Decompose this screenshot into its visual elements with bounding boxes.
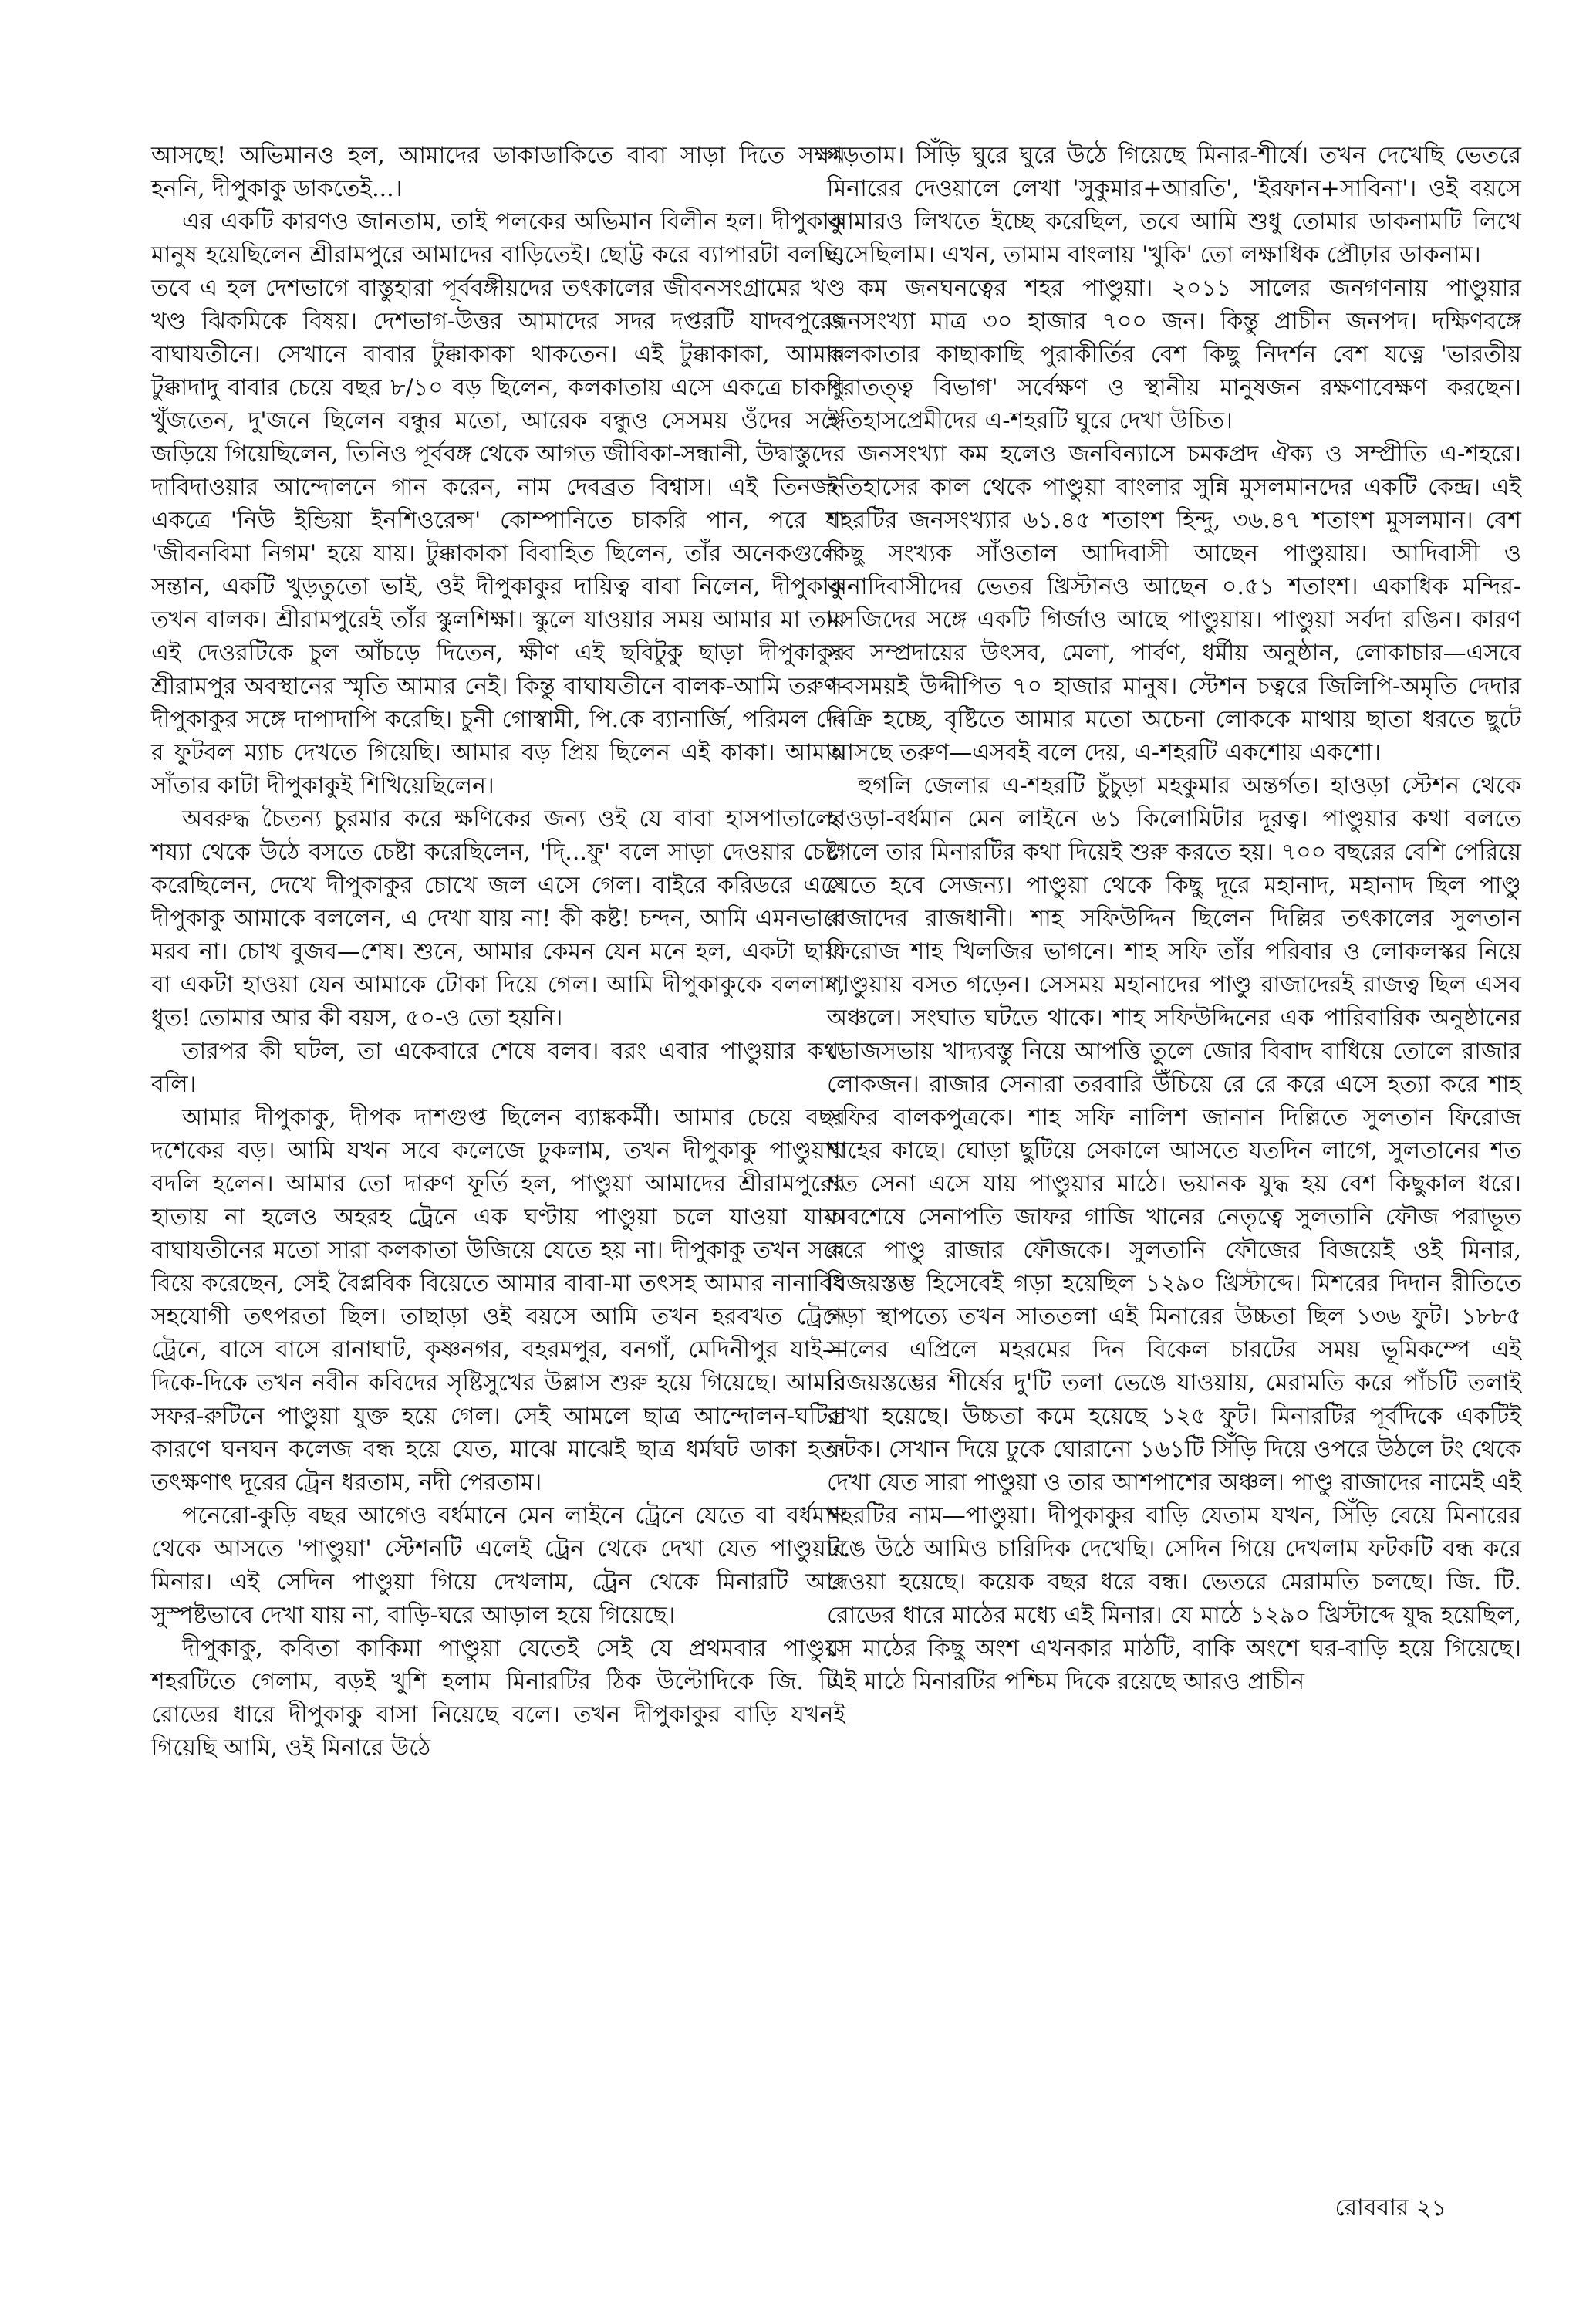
section-name: রোববার — [1335, 2194, 1409, 2221]
paragraph: অবরুদ্ধ চৈতন্য চুরমার করে ক্ষণিকের জন্য ওই যে বাবা হাসপাতালের শয্যা থেকে উঠে বসতে চেষ্টা করেছিলেন, 'দি্...ফু' বলে সাড়া দেওয়ার চেষ্টা করেছিলেন, দেখে দীপুকাকুর চোখে জল এসে গেল। বাইরে করিডরে এসে দীপুকাকু আমাকে বললেন, এ দেখা যায় না! কী কষ্ট! চন্দন, আমি এমনভাবে মরব না। চোখ বুজব—শেষ। শুনে, আমার কেমন যেন মনে হল, একটা ছায়া বা একটা হাওয়া যেন আমাকে টোকা দিয়ে গেল। আমি দীপুকাকুকে বললাম, ধুত! তোমার আর কী বয়স, ৫০-ও তো হয়নি। — [151, 806, 845, 1032]
right-column — [827, 139, 1521, 1698]
paragraph: দীপুকাকু, কবিতা কাকিমা পাণ্ডুয়া যেতেই সেই যে প্রথমবার পাণ্ডুয়া শহরটিতে গেলাম, বড়ই খুশি হলাম মিনারটির ঠিক উল্টোদিকে জি. টি. রোডের ধারে দীপুকাকু বাসা নিয়েছে বলে। তখন দীপুকাকুর বাড়ি যখনই গিয়েছি আমি, ওই মিনারে উঠে — [151, 1635, 845, 1762]
paragraph: পড়তাম। সিঁড়ি ঘুরে ঘুরে উঠে গিয়েছে মিনার-শীর্ষে। তখন দেখেছি ভেতরে মিনারের দেওয়ালে লেখা 'সুকুমার+আরতি', 'ইরফান+সাবিনা'। ওই বয়সে আমারও লিখতে ইচ্ছে করেছিল, তবে আমি শুধু তোমার ডাকনামটি লিখে এসেছিলাম। এখন, তামাম বাংলায় 'খুকি' তো লক্ষাধিক প্রৌঢ়ার ডাকনাম। — [827, 142, 1521, 269]
paragraph: হুগলি জেলার এ-শহরটি চুঁচুড়া মহকুমার অন্তর্গত। হাওড়া স্টেশন থেকে হাওড়া-বর্ধমান মেন লাইনে ৬১ কিলোমিটার দূরত্ব। পাণ্ডুয়ার কথা বলতে গেলে তার মিনারটির কথা দিয়েই শুরু করতে হয়। ৭০০ বছরের বেশি পেরিয়ে যেতে হবে সেজন্য। পাণ্ডুয়া থেকে কিছু দূরে মহানাদ, মহানাদ ছিল পাণ্ডু রাজাদের রাজধানী। শাহ সফিউদ্দিন ছিলেন দিল্লির তৎকালের সুলতান ফিরোজ শাহ খিলজির ভাগনে। শাহ সফি তাঁর পরিবার ও লোকলস্কর নিয়ে পাণ্ডুয়ায় বসত গড়েন। সেসময় মহানাদের পাণ্ডু রাজাদেরই রাজত্ব ছিল এসব অঞ্চলে। সংঘাত ঘটতে থাকে। শাহ সফিউদ্দিনের এক পারিবারিক অনুষ্ঠানের ভোজসভায় খাদ্যবস্তু নিয়ে আপত্তি তুলে জোর বিবাদ বাধিয়ে তোলে রাজার লোকজন। রাজার সেনারা তরবারি উঁচিয়ে রে রে করে এসে হত্যা করে শাহ সফির বালকপুত্রকে। শাহ সফি নালিশ জানান দিল্লিতে সুলতান ফিরোজ শাহের কাছে। ঘোড়া ছুটিয়ে সেকালে আসতে যতদিন লাগে, সুলতানের শত শত সেনা এসে যায় পাণ্ডুয়ার মাঠে। ভয়ানক যুদ্ধ হয় বেশ কিছুকাল ধরে। অবশেষে সেনাপতি জাফর গাজি খানের নেতৃত্বে সুলতানি ফৌজ পরাভূত করে পাণ্ডু রাজার ফৌজকে। সুলতানি ফৌজের বিজয়েই ওই মিনার, বিজয়স্তম্ভ হিসেবেই গড়া হয়েছিল ১২৯০ খ্রিস্টাব্দে। মিশরের দিদান রীতিতে গড়া স্থাপত্যে তখন সাততলা এই মিনারের উচ্চতা ছিল ১৩৬ ফুট। ১৮৮৫ সালের এপ্রিলে মহরমের দিন বিকেল চারটের সময় ভূমিকম্পে এই বিজয়স্তম্ভের শীর্ষের দু'টি তলা ভেঙে যাওয়ায়, মেরামতি করে পাঁচটি তলাই রাখা হয়েছে। উচ্চতা কমে হয়েছে ১২৫ ফুট। মিনারটির পূর্বদিকে একটিই ফটক। সেখান দিয়ে ঢুকে ঘোরানো ১৬১টি সিঁড়ি দিয়ে ওপরে উঠলে টং থেকে দেখা যেত সারা পাণ্ডুয়া ও তার আশপাশের অঞ্চল। পাণ্ডু রাজাদের নামেই এই শহরটির নাম—পাণ্ডুয়া। দীপুকাকুর বাড়ি যেতাম যখন, সিঁড়ি বেয়ে মিনারের টঙে উঠে আমিও চারিদিক দেখেছি। সেদিন গিয়ে দেখলাম ফটকটি বন্ধ করে দেওয়া হয়েছে। কয়েক বছর ধরে বন্ধ। ভেতরে মেরামতি চলছে। জি. টি. রোডের ধারে মাঠের মধ্যে এই মিনার। যে মাঠে ১২৯০ খ্রিস্টাব্দে যুদ্ধ হয়েছিল, সে মাঠের কিছু অংশ এখনকার মাঠটি, বাকি অংশে ঘর-বাড়ি হয়ে গিয়েছে। এই মাঠে মিনারটির পশ্চিম দিকে রয়েছে আরও প্রাচীন — [827, 772, 1521, 1695]
paragraph: পনেরো-কুড়ি বছর আগেও বর্ধমানে মেন লাইনে ট্রেনে যেতে বা বর্ধমান থেকে আসতে 'পাণ্ডুয়া' স্টেশনটি এলেই ট্রেন থেকে দেখা যেত পাণ্ডুয়ার মিনার। এই সেদিন পাণ্ডুয়া গিয়ে দেখলাম, ট্রেন থেকে মিনারটি আর সুস্পষ্টভাবে দেখা যায় না, বাড়ি-ঘরে আড়াল হয়ে গিয়েছে। — [151, 1502, 845, 1629]
paragraph: কম জনঘনত্বের শহর পাণ্ডুয়া। ২০১১ সালের জনগণনায় পাণ্ডুয়ার জনসংখ্যা মাত্র ৩০ হাজার ৭০০ জন। কিন্তু প্রাচীন জনপদ। দক্ষিণবঙ্গে কলকাতার কাছাকাছি পুরাকীর্তির বেশ কিছু নিদর্শন বেশ যত্নে 'ভারতীয় পুরাতত্ত্ব বিভাগ' সর্বেক্ষণ ও স্থানীয় মানুষজন রক্ষণাবেক্ষণ করছেন। ইতিহাসপ্রেমীদের এ-শহরটি ঘুরে দেখা উচিত। — [827, 275, 1521, 434]
paragraph: তারপর কী ঘটল, তা একেবারে শেষে বলব। বরং এবার পাণ্ডুয়ার কথা বলি। — [151, 1038, 845, 1098]
paragraph: জনসংখ্যা কম হলেও জনবিন্যাসে চমকপ্রদ ঐক্য ও সম্প্রীতি এ-শহরে। ইতিহাসের কাল থেকে পাণ্ডুয়া বাংলার সুন্নি মুসলমানদের একটি কেন্দ্র। এই শহরটির জনসংখ্যার ৬১.৪৫ শতাংশ হিন্দু, ৩৬.৪৭ শতাংশ মুসলমান। বেশ কিছু সংখ্যক সাঁওতাল আদিবাসী আছেন পাণ্ডুয়ায়। আদিবাসী ও অনাদিবাসীদের ভেতর খ্রিস্টানও আছেন ০.৫১ শতাংশ। একাধিক মন্দির-মসজিদের সঙ্গে একটি গির্জাও আছে পাণ্ডুয়ায়। পাণ্ডুয়া সর্বদা রঙিন। কারণ সব সম্প্রদায়ের উৎসব, মেলা, পার্বণ, ধর্মীয় অনুষ্ঠান, লোকাচার—এসবে সবসময়ই উদ্দীপিত ৭০ হাজার মানুষ। স্টেশন চত্বরে জিলিপি-অমৃতি দেদার বিক্রি হচ্ছে, বৃষ্টিতে আমার মতো অচেনা লোককে মাথায় ছাতা ধরতে ছুটে আসছে তরুণ—এসবই বলে দেয়, এ-শহরটি একশোয় একশো। — [827, 441, 1521, 766]
left-column — [151, 139, 845, 1765]
paragraph: আসছে! অভিমানও হল, আমাদের ডাকাডাকিতে বাবা সাড়া দিতে সক্ষম হননি, দীপুকাকু ডাকতেই...। — [151, 142, 845, 202]
page-number: ২১ — [1416, 2194, 1446, 2221]
paragraph: এর একটি কারণও জানতাম, তাই পলকের অভিমান বিলীন হল। দীপুকাকু মানুষ হয়েছিলেন শ্রীরামপুরে আমাদের বাড়িতেই। ছোট্ট করে ব্যাপারটা বলছি, তবে এ হল দেশভাগে বাস্তুহারা পূর্ববঙ্গীয়দের তৎকালের জীবনসংগ্রামের খণ্ড খণ্ড ঝিকমিকে বিষয়। দেশভাগ-উত্তর আমাদের সদর দপ্তরটি যাদবপুরের বাঘাযতীনে। সেখানে বাবার টুক্কাকাকা থাকতেন। এই টুক্কাকাকা, আমার টুক্কাদাদু বাবার চেয়ে বছর ৮/১০ বড় ছিলেন, কলকাতায় এসে একত্রে চাকরি খুঁজতেন, দু'জনে ছিলেন বন্ধুর মতো, আরেক বন্ধুও সেসময় ওঁদের সঙ্গে জড়িয়ে গিয়েছিলেন, তিনিও পূর্ববঙ্গ থেকে আগত জীবিকা-সন্ধানী, উদ্বাস্তুদের দাবিদাওয়ার আন্দোলনে গান করেন, নাম দেবব্রত বিশ্বাস। এই তিনজন একত্রে 'নিউ ইন্ডিয়া ইনশিওরেন্স' কোম্পানিতে চাকরি পান, পরে যা 'জীবনবিমা নিগম' হয়ে যায়। টুক্কাকাকা বিবাহিত ছিলেন, তাঁর অনেকগুলো সন্তান, একটি খুড়তুতো ভাই, ওই দীপুকাকুর দায়িত্ব বাবা নিলেন, দীপুকাকু তখন বালক। শ্রীরামপুরেই তাঁর স্কুলশিক্ষা। স্কুলে যাওয়ার সময় আমার মা তার এই দেওরটিকে চুল আঁচড়ে দিতেন, ক্ষীণ এই ছবিটুকু ছাড়া দীপুকাকুর শ্রীরামপুর অবস্থানের স্মৃতি আমার নেই। কিন্তু বাঘাযতীনে বালক-আমি তরুণ-দীপুকাকুর সঙ্গে দাপাদাপি করেছি। চুনী গোস্বামী, পি.কে ব্যানার্জি, পরিমল দে-র ফুটবল ম্যাচ দেখতে গিয়েছি। আমার বড় প্রিয় ছিলেন এই কাকা। আমায় সাঁতার কাটা দীপুকাকুই শিখিয়েছিলেন। — [151, 208, 845, 799]
page-footer — [1335, 2193, 1446, 2224]
paragraph: আমার দীপুকাকু, দীপক দাশগুপ্ত ছিলেন ব্যাঙ্ককর্মী। আমার চেয়ে বছর দশেকের বড়। আমি যখন সবে কলেজে ঢুকলাম, তখন দীপুকাকু পাণ্ডুয়ায় বদলি হলেন। আমার তো দারুণ ফূর্তি হল, পাণ্ডুয়া আমাদের শ্রীরামপুরের হাতায় না হলেও অহরহ ট্রেনে এক ঘণ্টায় পাণ্ডুয়া চলে যাওয়া যায়। বাঘাযতীনের মতো সারা কলকাতা উজিয়ে যেতে হয় না। দীপুকাকু তখন সবে বিয়ে করেছেন, সেই বৈপ্লবিক বিয়েতে আমার বাবা-মা তৎসহ আমার নানাবিধ সহযোগী তৎপরতা ছিল। তাছাড়া ওই বয়সে আমি তখন হরবখত ট্রেনে ট্রেনে, বাসে বাসে রানাঘাট, কৃষ্ণনগর, বহরমপুর, বনগাঁ, মেদিনীপুর যাই—দিকে-দিকে তখন নবীন কবিদের সৃষ্টিসুখের উল্লাস শুরু হয়ে গিয়েছে। আমার সফর-রুটিনে পাণ্ডুয়া যুক্ত হয়ে গেল। সেই আমলে ছাত্র আন্দোলন-ঘটিত কারণে ঘনঘন কলেজ বন্ধ হয়ে যেত, মাঝে মাঝেই ছাত্র ধর্মঘট ডাকা হত। তৎক্ষণাৎ দূরের ট্রেন ধরতাম, নদী পেরতাম। — [151, 1104, 845, 1496]
